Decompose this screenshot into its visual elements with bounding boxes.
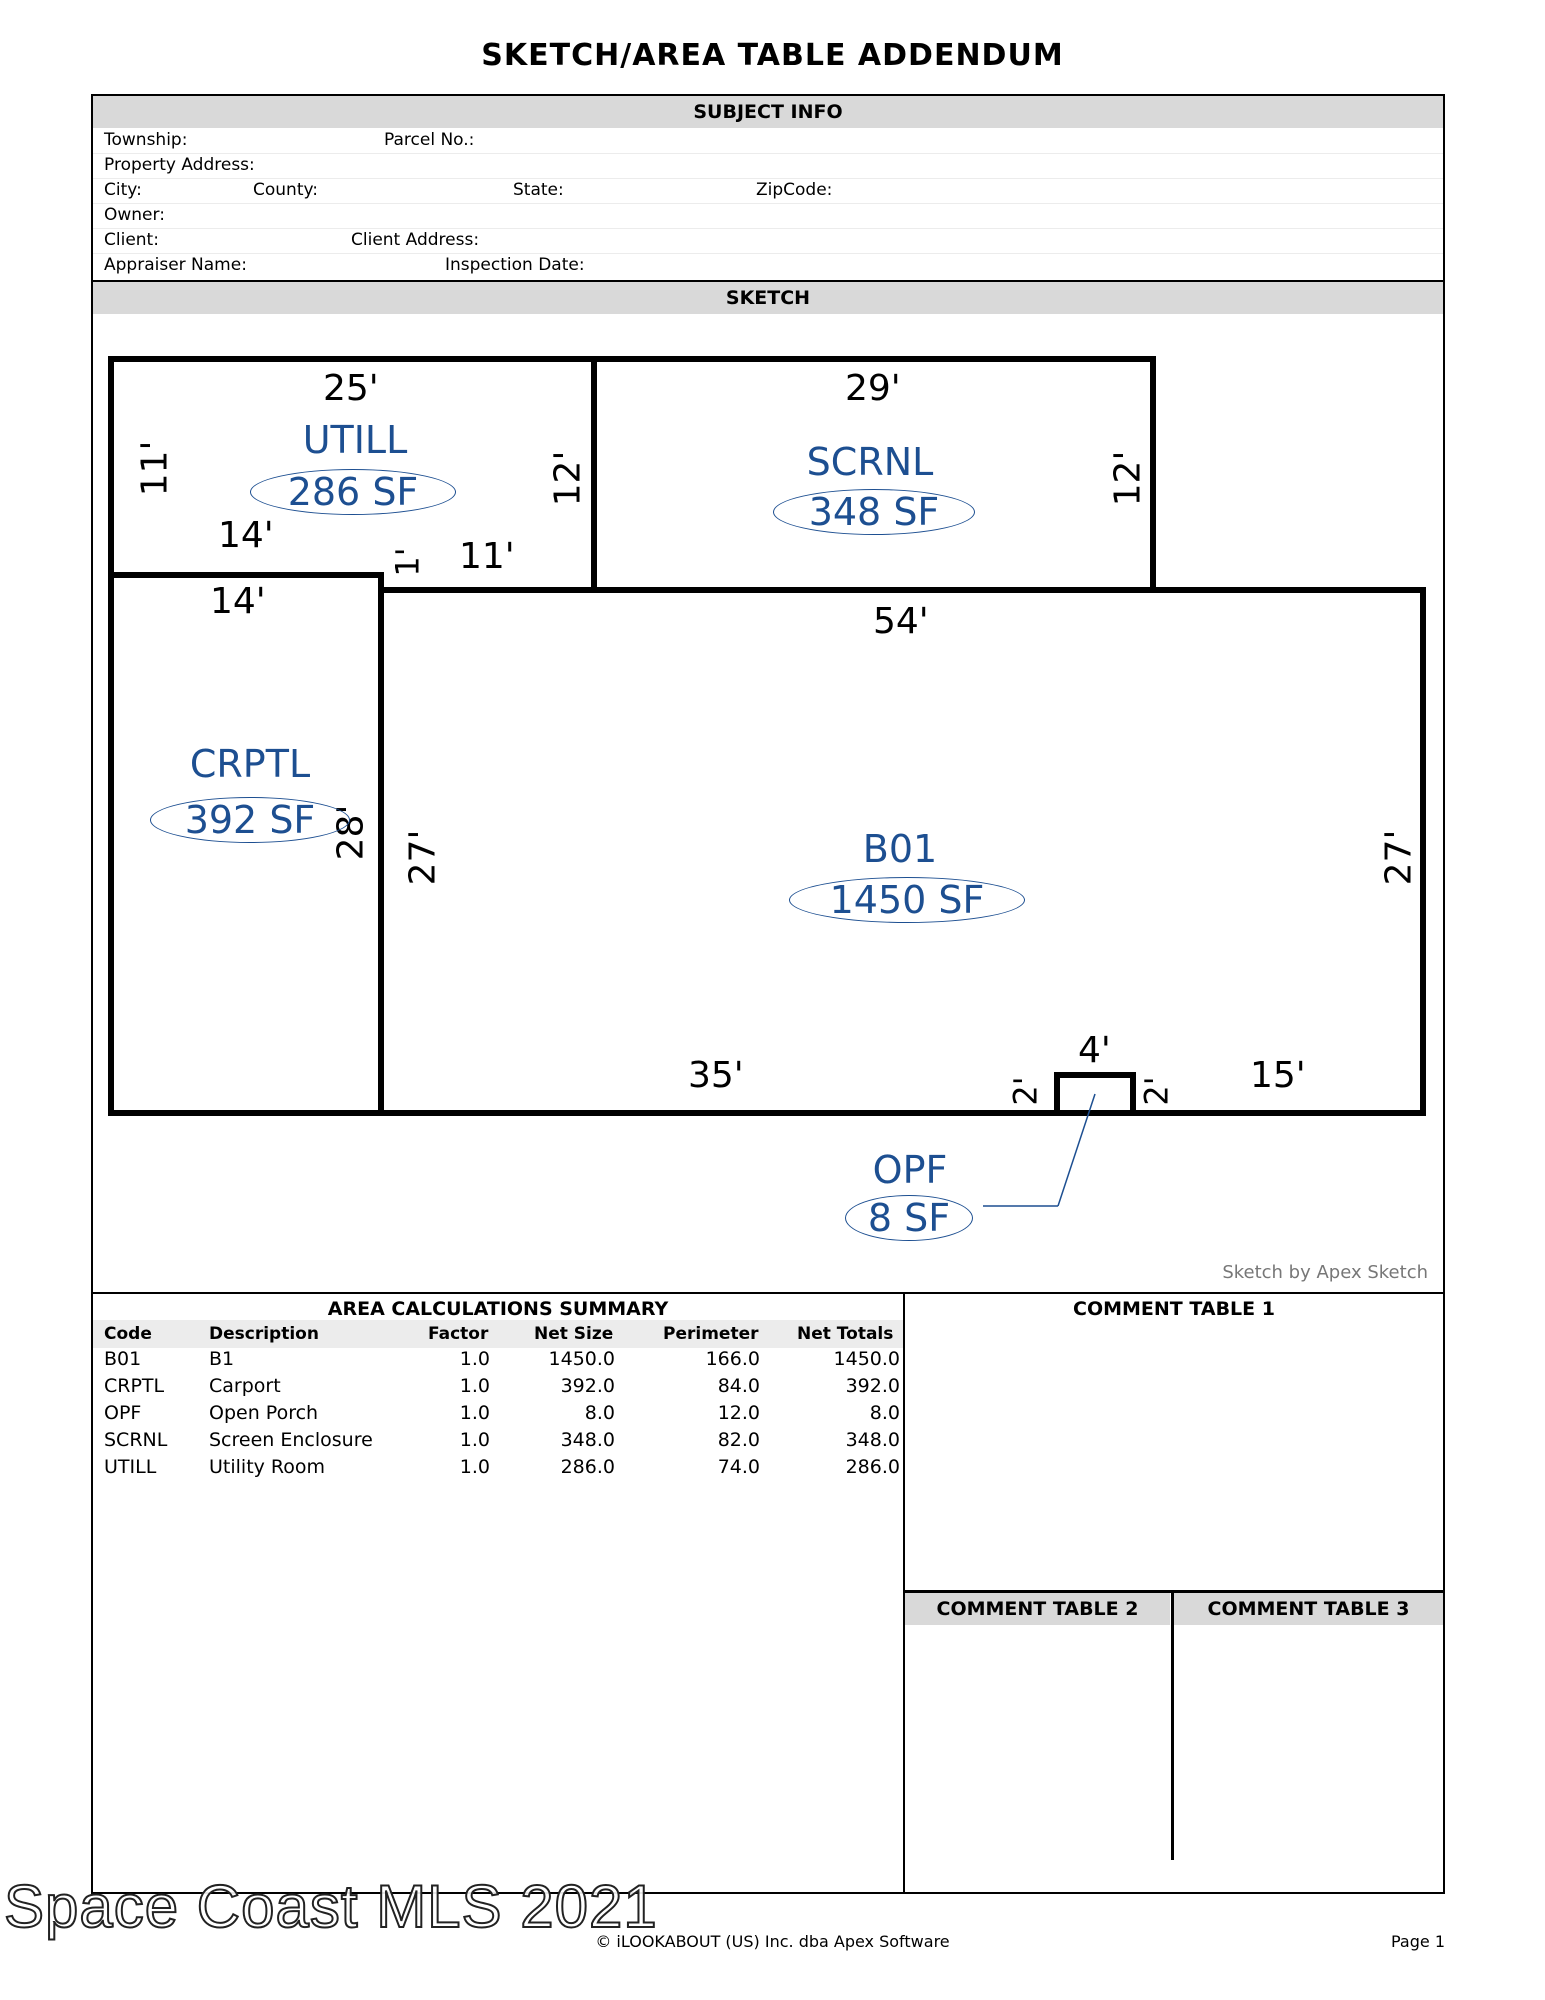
- divider: [1171, 1593, 1174, 1860]
- area-size-crptl: 392 SF: [150, 797, 350, 843]
- dim-scrnl-right: 12': [1107, 450, 1149, 507]
- dim-main-bottom-right: 15': [1250, 1055, 1306, 1096]
- cell-code: OPF: [104, 1402, 142, 1424]
- cell-net-size: 392.0: [560, 1375, 615, 1397]
- cell-perimeter: 166.0: [705, 1348, 760, 1370]
- cell-net-totals: 392.0: [845, 1375, 900, 1397]
- col-description: Description: [209, 1324, 319, 1344]
- area-size-b01: 1450 SF: [789, 877, 1025, 923]
- cell-code: UTILL: [104, 1456, 157, 1478]
- inspection-label: Inspection Date:: [445, 255, 585, 275]
- comment-table-3-header: COMMENT TABLE 3: [1174, 1593, 1443, 1625]
- col-perimeter: Perimeter: [663, 1324, 759, 1344]
- cell-factor: 1.0: [459, 1402, 490, 1424]
- footer-page-number: Page 1: [1391, 1932, 1445, 1951]
- cell-code: B01: [104, 1348, 142, 1370]
- dim-opf-right: 2': [1137, 1076, 1176, 1106]
- area-size-utill: 286 SF: [250, 469, 456, 515]
- area-size-scrnl: 348 SF: [773, 489, 975, 535]
- city-label: City:: [104, 180, 142, 200]
- cell-description: Utility Room: [209, 1456, 326, 1478]
- cell-perimeter: 12.0: [717, 1402, 760, 1424]
- col-factor: Factor: [428, 1324, 489, 1344]
- area-code-crptl: CRPTL: [189, 742, 311, 786]
- page-title: SKETCH/AREA TABLE ADDENDUM: [481, 38, 1064, 73]
- dim-utill-right: 12': [547, 450, 589, 507]
- dim-utill-top: 25': [323, 368, 379, 409]
- comment-table-1-body: [905, 1324, 1443, 1590]
- township-label: Township:: [104, 130, 188, 150]
- dim-main-bottom-left: 35': [688, 1055, 744, 1096]
- dim-main-top: 54': [873, 601, 929, 642]
- cell-net-size: 1450.0: [548, 1348, 615, 1370]
- cell-net-totals: 348.0: [845, 1429, 900, 1451]
- state-label: State:: [513, 180, 564, 200]
- area-code-b01: B01: [862, 827, 938, 871]
- cell-perimeter: 82.0: [717, 1429, 760, 1451]
- dim-utill-step: 1': [388, 547, 427, 577]
- dim-crptl-top: 14': [210, 581, 266, 622]
- parcel-label: Parcel No.:: [384, 130, 475, 150]
- col-code: Code: [104, 1324, 152, 1344]
- main-outline: [111, 575, 1423, 1113]
- client-address-label: Client Address:: [351, 230, 480, 250]
- area-size-opf: 8 SF: [845, 1195, 973, 1241]
- dim-opf-width: 4': [1078, 1030, 1111, 1071]
- zip-label: ZipCode:: [756, 180, 833, 200]
- dim-crptl-right: 28': [330, 804, 372, 861]
- area-code-opf: OPF: [872, 1148, 948, 1192]
- col-net-totals: Net Totals: [797, 1324, 894, 1344]
- cell-net-totals: 286.0: [845, 1456, 900, 1478]
- area-code-utill: UTILL: [302, 418, 408, 462]
- sketch-credit: Sketch by Apex Sketch: [1222, 1262, 1428, 1283]
- cell-net-totals: 1450.0: [833, 1348, 900, 1370]
- cell-description: Carport: [209, 1375, 281, 1397]
- cell-factor: 1.0: [459, 1456, 490, 1478]
- dim-main-left: 27': [402, 829, 444, 886]
- footer-copyright: © iLOOKABOUT (US) Inc. dba Apex Software: [595, 1932, 950, 1951]
- cell-perimeter: 84.0: [717, 1375, 760, 1397]
- cell-factor: 1.0: [459, 1375, 490, 1397]
- cell-net-size: 286.0: [560, 1456, 615, 1478]
- col-net-size: Net Size: [534, 1324, 614, 1344]
- owner-label: Owner:: [104, 205, 165, 225]
- cell-perimeter: 74.0: [717, 1456, 760, 1478]
- cell-code: CRPTL: [104, 1375, 165, 1397]
- cell-factor: 1.0: [459, 1348, 490, 1370]
- dim-utill-step-width: 11': [459, 536, 515, 577]
- county-label: County:: [253, 180, 319, 200]
- comment-table-1-header: COMMENT TABLE 1: [1073, 1298, 1275, 1320]
- area-calc-header: AREA CALCULATIONS SUMMARY: [93, 1294, 903, 1324]
- cell-net-size: 8.0: [584, 1402, 615, 1424]
- cell-code: SCRNL: [104, 1429, 168, 1451]
- cell-factor: 1.0: [459, 1429, 490, 1451]
- cell-description: Screen Enclosure: [209, 1429, 373, 1451]
- dim-main-right: 27': [1378, 829, 1420, 886]
- dim-utill-left: 11': [134, 440, 176, 497]
- cell-description: Open Porch: [209, 1402, 319, 1424]
- sketch-header: SKETCH: [93, 282, 1443, 314]
- dim-opf-left: 2': [1006, 1076, 1045, 1106]
- area-code-scrnl: SCRNL: [806, 440, 934, 484]
- cell-description: B1: [209, 1348, 235, 1370]
- mls-watermark: Space Coast MLS 2021: [4, 1873, 658, 1940]
- client-label: Client:: [104, 230, 159, 250]
- dim-utill-bottom: 14': [218, 515, 274, 556]
- address-label: Property Address:: [104, 155, 255, 175]
- cell-net-totals: 8.0: [869, 1402, 900, 1424]
- dim-scrnl-top: 29': [845, 368, 901, 409]
- comment-table-2-header: COMMENT TABLE 2: [905, 1593, 1170, 1625]
- subject-info-header: SUBJECT INFO: [93, 96, 1443, 128]
- cell-net-size: 348.0: [560, 1429, 615, 1451]
- appraiser-label: Appraiser Name:: [104, 255, 247, 275]
